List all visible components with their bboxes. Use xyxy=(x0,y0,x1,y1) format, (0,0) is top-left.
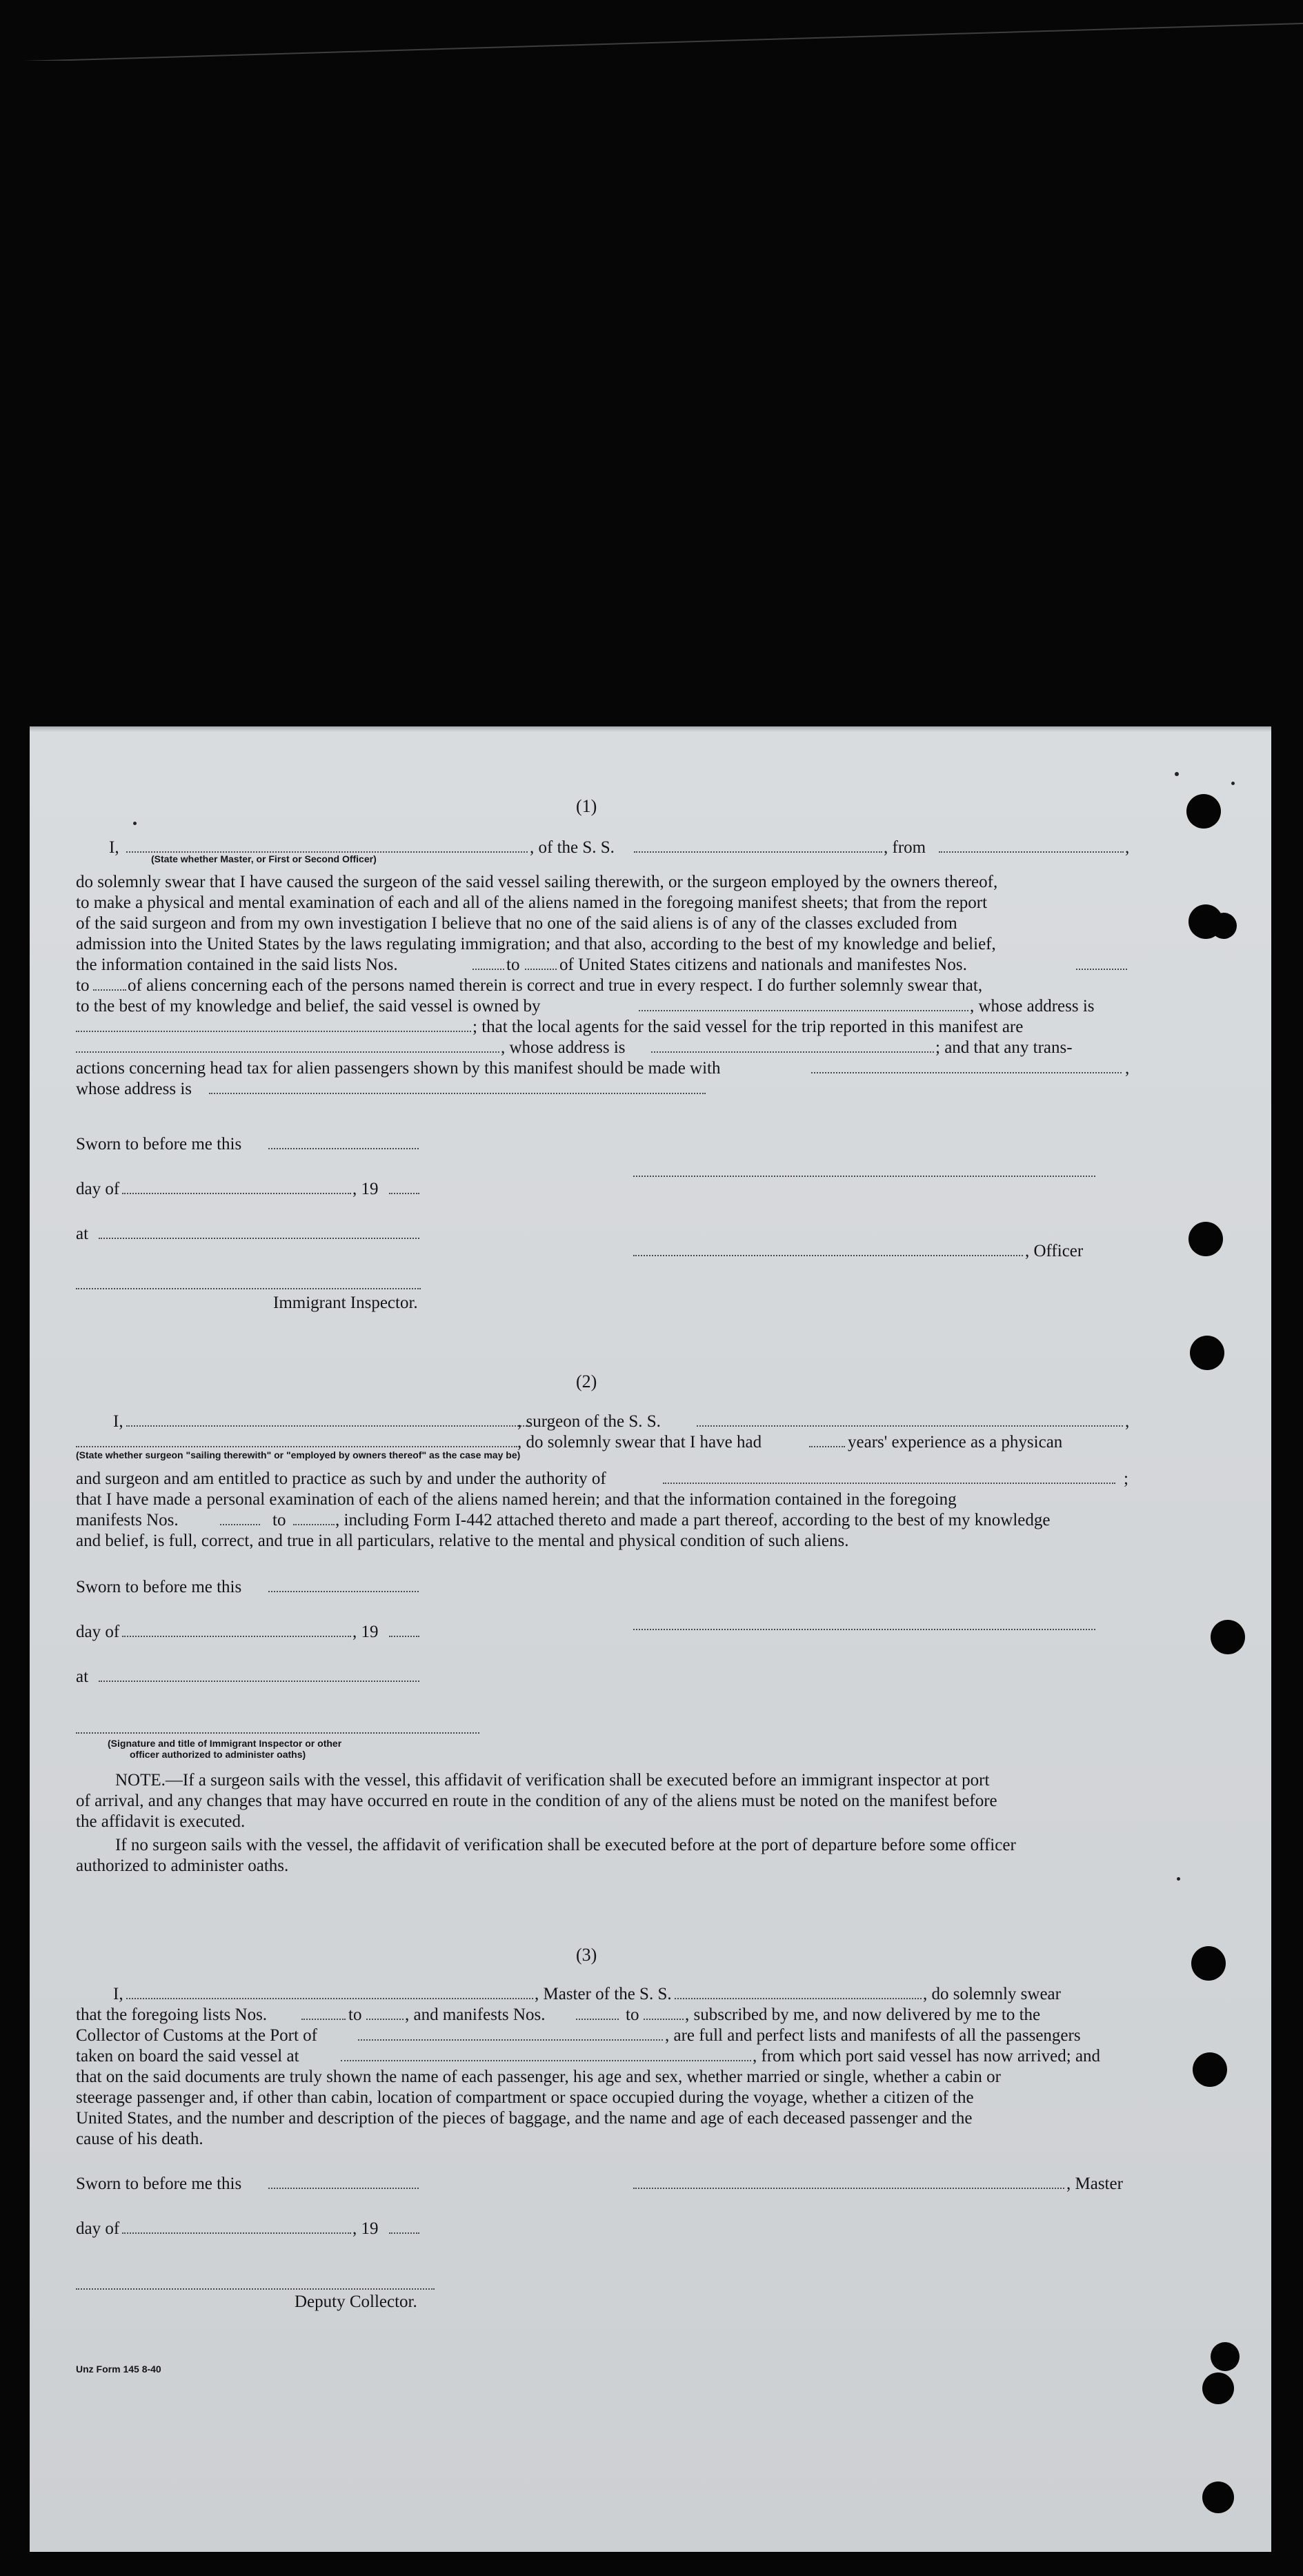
day-of-label: day of xyxy=(76,1623,120,1641)
collector-title: Deputy Collector. xyxy=(295,2292,417,2311)
to-label: to xyxy=(272,1511,286,1529)
blank-officer-signature xyxy=(633,1255,1023,1256)
affiant-pronoun: I, xyxy=(113,1412,123,1431)
blank-day-of xyxy=(122,1193,351,1194)
binder-hole xyxy=(1186,794,1221,829)
affidavit-line: steerage passenger and, if other than cabin, location of compartment or space occupied during the voyage, whether a citizen of the xyxy=(76,2088,974,2107)
to-label: to xyxy=(506,955,520,974)
blank-list-no-from xyxy=(473,969,504,970)
paper-speck xyxy=(1231,782,1235,785)
blank-day-of xyxy=(122,2232,351,2234)
binder-hole xyxy=(1191,1946,1226,1981)
blank-years-experience xyxy=(809,1446,845,1447)
affidavit-line: that I have made a personal examination of each of the aliens named herein; and that the information contained in the foregoing xyxy=(76,1490,957,1509)
section-number: (3) xyxy=(576,1945,597,1965)
at-label: at xyxy=(76,1667,89,1686)
blank-place xyxy=(99,1681,419,1682)
binder-hole xyxy=(1211,2342,1240,2371)
blank-agents-address xyxy=(651,1051,934,1053)
year-label: , 19 xyxy=(352,1623,379,1641)
sworn-label: Sworn to before me this xyxy=(76,1135,242,1153)
blank-origin-port xyxy=(939,851,1124,853)
master-of-label: , Master of the S. S. xyxy=(535,1985,672,2003)
blank-collector-signature xyxy=(76,2288,435,2290)
blank-day-of xyxy=(122,1636,351,1637)
signature-note: (Signature and title of Immigrant Inspector or other xyxy=(108,1738,342,1749)
blank-sworn-date xyxy=(268,1591,419,1592)
to-label: to xyxy=(76,976,90,995)
blank-manifest-no xyxy=(1076,969,1127,970)
blank-sworn-date xyxy=(268,1148,419,1149)
affidavit-line: Collector of Customs at the Port of xyxy=(76,2026,317,2045)
affidavit-line: of United States citizens and nationals and manifestes Nos. xyxy=(559,955,967,974)
affidavit-line: United States, and the number and description of the pieces of baggage, and the name and age of each deceased passenger and the xyxy=(76,2109,973,2128)
section-number: (1) xyxy=(576,796,597,816)
affidavit-line: to the best of my knowledge and belief, the said vessel is owned by xyxy=(76,997,541,1015)
blank-inspector-signature xyxy=(76,1732,479,1734)
note-line: the affidavit is executed. xyxy=(76,1812,246,1831)
semicolon: ; xyxy=(1124,1469,1128,1488)
blank-year xyxy=(389,1193,419,1194)
affidavit-line: of aliens concerning each of the persons named therein is correct and true in every respect. I do further solemnly swear that, xyxy=(128,976,983,995)
blank-owner-address xyxy=(76,1031,471,1032)
blank-surgeon-name xyxy=(126,1425,530,1427)
affidavit-line: cause of his death. xyxy=(76,2130,203,2148)
note-line: NOTE.—If a surgeon sails with the vessel, this affidavit of verification shall be executed before an immigrant inspector at port xyxy=(115,1771,990,1790)
blank-master-name xyxy=(126,851,528,853)
paper-speck xyxy=(1177,1877,1180,1881)
trailing-comma: , xyxy=(1125,838,1130,857)
affidavit-line: whose address is xyxy=(76,1080,192,1098)
master-note: (State whether Master, or First or Second Officer) xyxy=(151,853,377,864)
blank-vessel-owner xyxy=(639,1010,968,1011)
affidavit-line: admission into the United States by the laws regulating immigration; and that also, according to the best of my knowledge and belief, xyxy=(76,935,996,953)
blank-head-tax-party xyxy=(811,1072,1122,1073)
blank-vessel-name xyxy=(675,1998,922,1999)
affidavit-line: taken on board the said vessel at xyxy=(76,2047,299,2065)
binder-hole xyxy=(1188,1222,1223,1256)
affidavit-line: do solemnly swear that I have caused the surgeon of the said vessel sailing therewith, or the surgeon employed by the owners thereof, xyxy=(76,873,998,891)
blank-manifest-from xyxy=(220,1524,260,1525)
blank-surgeon-signature xyxy=(633,1629,1095,1630)
from-label: , from xyxy=(884,838,926,857)
to-label: to xyxy=(626,2005,639,2024)
trailing-comma: , xyxy=(1125,1059,1130,1078)
binder-hole xyxy=(1211,1620,1245,1654)
at-label: at xyxy=(76,1225,89,1243)
blank-year xyxy=(389,2232,419,2234)
blank-list-no-to xyxy=(525,969,557,970)
blank-head-tax-address xyxy=(209,1093,706,1094)
binder-hole xyxy=(1193,2052,1227,2087)
blank-manifest-no-to xyxy=(93,989,126,991)
affidavit-line: of the said surgeon and from my own investigation I believe that no one of the said aliens is of any of the classes excluded from xyxy=(76,914,957,933)
affidavit-line: ; that the local agents for the said vessel for the trip reported in this manifest are xyxy=(473,1018,1024,1036)
paper-speck xyxy=(1175,772,1179,776)
blank-manifest-from xyxy=(576,2019,619,2020)
affidavit-line: actions concerning head tax for alien passengers shown by this manifest should be made with xyxy=(76,1059,721,1078)
year-label: , 19 xyxy=(352,2219,379,2238)
affidavit-line: , and manifests Nos. xyxy=(405,2005,546,2024)
blank-vessel-name xyxy=(634,851,882,853)
surgeon-of-label: , surgeon of the S. S. xyxy=(517,1412,661,1431)
swear-label: , do solemnly swear xyxy=(923,1985,1061,2003)
affidavit-line: , subscribed by me, and now delivered by me to the xyxy=(685,2005,1041,2024)
affidavit-line: and belief, is full, correct, and true in all particulars, relative to the mental and physical condition of such aliens. xyxy=(76,1532,849,1550)
blank-master-name xyxy=(126,1998,533,1999)
binder-hole xyxy=(1211,913,1237,939)
experience-label: years' experience as a physican xyxy=(848,1433,1063,1452)
blank-list-to xyxy=(366,2019,404,2020)
affidavit-line: ; and that any trans- xyxy=(935,1038,1073,1057)
blank-vessel-name xyxy=(697,1425,1123,1427)
binder-hole xyxy=(1190,1336,1224,1370)
officer-label: , Officer xyxy=(1025,1242,1084,1260)
blank-manifest-to xyxy=(644,2019,684,2020)
sworn-label: Sworn to before me this xyxy=(76,1578,242,1596)
blank-list-from xyxy=(301,2019,346,2020)
paper-top-edge xyxy=(30,726,1271,732)
affidavit-line: the information contained in the said lists Nos. xyxy=(76,955,398,974)
scan-edge-line xyxy=(0,19,1303,61)
signature-note: officer authorized to administer oaths) xyxy=(130,1749,306,1760)
note-line: authorized to administer oaths. xyxy=(76,1856,289,1875)
blank-port xyxy=(358,2039,663,2041)
section-number: (2) xyxy=(576,1371,597,1391)
trailing-comma: , xyxy=(1125,1412,1130,1431)
affidavit-line: manifests Nos. xyxy=(76,1511,179,1529)
affidavit-line: that the foregoing lists Nos. xyxy=(76,2005,268,2024)
blank-master-signature xyxy=(633,1176,1095,1177)
manifest-affidavit-sheet xyxy=(30,726,1271,2552)
form-number: Unz Form 145 8-40 xyxy=(76,2364,161,2375)
blank-year xyxy=(389,1636,419,1637)
address-label: , whose address is xyxy=(970,997,1095,1015)
affiant-pronoun: I, xyxy=(109,838,119,857)
blank-master-signature xyxy=(633,2188,1064,2189)
master-label: , Master xyxy=(1066,2174,1123,2193)
blank-practice-authority xyxy=(663,1483,1115,1484)
affidavit-line: and surgeon and am entitled to practice as such by and under the authority of xyxy=(76,1469,606,1488)
day-of-label: day of xyxy=(76,2219,120,2238)
day-of-label: day of xyxy=(76,1180,120,1198)
to-label: to xyxy=(348,2005,362,2024)
affiant-pronoun: I, xyxy=(113,1985,123,2003)
paper-speck xyxy=(133,822,137,825)
of-the-ss-label: , of the S. S. xyxy=(530,838,615,857)
surgeon-note: (State whether surgeon "sailing therewith" or "employed by owners thereof" as the case may be) xyxy=(76,1449,521,1460)
affidavit-line: , including Form I-442 attached thereto and made a part thereof, according to the best of my knowledge xyxy=(335,1511,1051,1529)
blank-surgeon-status xyxy=(76,1446,517,1447)
blank-embark-port xyxy=(341,2060,751,2061)
affidavit-line: , are full and perfect lists and manifests of all the passengers xyxy=(665,2026,1081,2045)
surgeon-swear-label: , do solemnly swear that I have had xyxy=(517,1433,762,1452)
blank-manifest-to xyxy=(293,1524,335,1525)
affidavit-line: , from which port said vessel has now arrived; and xyxy=(753,2047,1101,2065)
affidavit-line: to make a physical and mental examination of each and all of the aliens named in the foregoing manifest sheets; that from the report xyxy=(76,893,988,912)
inspector-title: Immigrant Inspector. xyxy=(273,1294,418,1312)
affidavit-line: that on the said documents are truly shown the name of each passenger, his age and sex, whether married or single, whether a cabin or xyxy=(76,2068,1001,2086)
blank-sworn-date xyxy=(268,2188,419,2189)
binder-hole xyxy=(1202,2372,1234,2404)
sworn-label: Sworn to before me this xyxy=(76,2174,242,2193)
year-label: , 19 xyxy=(352,1180,379,1198)
binder-hole xyxy=(1202,2481,1234,2513)
blank-inspector-signature xyxy=(76,1288,421,1289)
address-label: , whose address is xyxy=(501,1038,626,1057)
note-line: of arrival, and any changes that may have occurred en route in the condition of any of the aliens must be noted on the manifest before xyxy=(76,1792,997,1810)
note-line: If no surgeon sails with the vessel, the affidavit of verification shall be executed before at the port of departure before some officer xyxy=(115,1836,1016,1854)
blank-place xyxy=(99,1238,419,1239)
blank-local-agents xyxy=(76,1051,499,1053)
